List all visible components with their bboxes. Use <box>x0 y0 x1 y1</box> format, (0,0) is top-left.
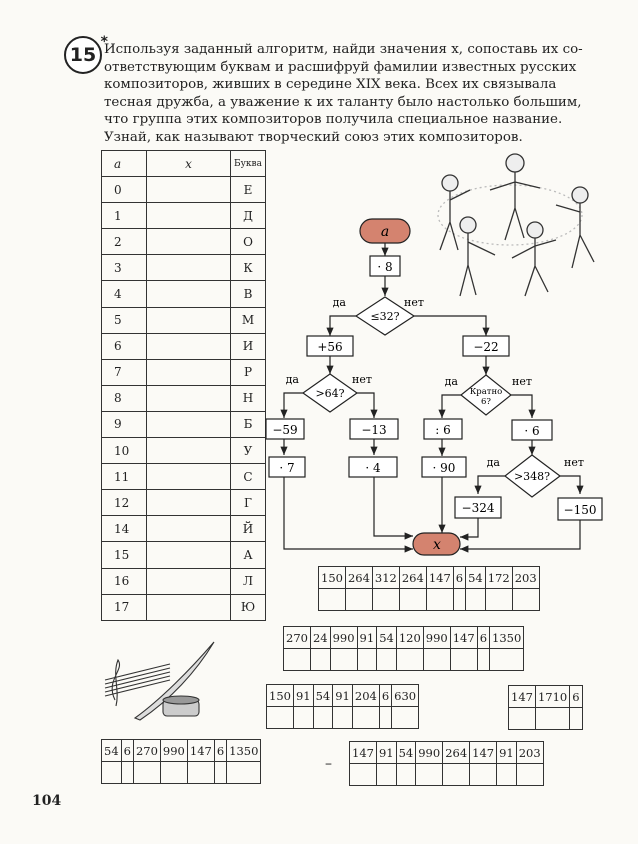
answer-blank[interactable] <box>497 764 517 786</box>
answer-blank[interactable] <box>352 707 379 729</box>
answer-blank[interactable] <box>376 764 396 786</box>
answer-blank[interactable] <box>293 707 313 729</box>
flow-no-label: нет <box>404 296 424 309</box>
flow-cond2-label: >64? <box>315 387 345 400</box>
flow-end-label: x <box>433 537 441 553</box>
row-letter: Й <box>231 516 266 542</box>
answer-blank[interactable] <box>535 708 569 730</box>
flow-mul7: · 7 <box>279 461 295 475</box>
row-a-value: 16 <box>102 568 147 594</box>
page-number: 104 <box>32 793 62 809</box>
answer-row-3b <box>508 685 583 730</box>
task-line: ответствующим буквам и расшифруй фамилии известных русских <box>104 59 577 75</box>
row-letter: Е <box>231 177 266 203</box>
row-a-value: 11 <box>102 464 147 490</box>
answer-cell: 91 <box>357 627 377 649</box>
row-letter: Н <box>231 385 266 411</box>
flow-minus150: −150 <box>563 503 597 517</box>
row-a-value: 17 <box>102 594 147 620</box>
row-a-value: 12 <box>102 490 147 516</box>
answer-cell: 1350 <box>227 740 261 762</box>
answer-blank[interactable] <box>333 707 353 729</box>
answer-cell: 147 <box>450 627 477 649</box>
answer-cell: 990 <box>423 627 450 649</box>
answer-blank[interactable] <box>450 649 477 671</box>
answer-cell: 120 <box>396 627 423 649</box>
row-a-value: 5 <box>102 307 147 333</box>
answer-blank[interactable] <box>357 649 377 671</box>
answer-cell: 264 <box>345 567 372 589</box>
header-a: a <box>102 151 147 177</box>
answer-cell: 54 <box>396 742 416 764</box>
answer-cell: 203 <box>516 742 543 764</box>
answer-blank[interactable] <box>102 762 122 784</box>
answer-cell: 270 <box>284 627 311 649</box>
answer-cell: 91 <box>293 685 313 707</box>
answer-blank[interactable] <box>490 649 524 671</box>
answer-blank[interactable] <box>485 589 512 611</box>
quill-and-music-illustration <box>105 642 214 720</box>
flow-no-label: нет <box>352 373 372 386</box>
answer-blank[interactable] <box>377 649 397 671</box>
answer-blank[interactable] <box>570 708 582 730</box>
flow-mul4: · 4 <box>365 461 381 475</box>
answer-cell: 147 <box>350 742 377 764</box>
answer-row-1 <box>318 566 540 611</box>
answer-blank[interactable] <box>426 589 453 611</box>
answer-cell: 147 <box>426 567 453 589</box>
answer-blank[interactable] <box>399 589 426 611</box>
answer-row-4 <box>101 739 261 784</box>
flow-mul6: · 6 <box>524 424 540 438</box>
answer-blank[interactable] <box>392 707 419 729</box>
flow-mul8: · 8 <box>377 260 393 274</box>
row-a-value: 0 <box>102 177 147 203</box>
flow-mul90: · 90 <box>432 461 456 475</box>
task-line: Узнай, как называют творческий союз этих композиторов. <box>104 129 523 145</box>
answer-dash: – <box>325 756 332 772</box>
flow-cond4-label: >348? <box>513 470 551 483</box>
answer-blank[interactable] <box>372 589 399 611</box>
answer-cell: 264 <box>399 567 426 589</box>
flow-minus59: −59 <box>272 423 298 437</box>
answer-blank[interactable] <box>214 762 226 784</box>
answer-cell: 990 <box>416 742 443 764</box>
row-a-value: 8 <box>102 385 147 411</box>
answer-row-3 <box>266 684 419 729</box>
flow-cond1-label: ≤32? <box>370 310 400 323</box>
answer-cell: 150 <box>267 685 294 707</box>
answer-cell: 147 <box>470 742 497 764</box>
answer-cell: 54 <box>102 740 122 762</box>
answer-blank[interactable] <box>512 589 539 611</box>
answer-blank[interactable] <box>423 649 450 671</box>
flow-start-label: a <box>380 224 390 240</box>
flow-yes-label: да <box>332 296 346 309</box>
answer-cell: 1350 <box>490 627 524 649</box>
answer-blank[interactable] <box>396 764 416 786</box>
flow-cond3-label2: 6? <box>481 397 491 407</box>
answer-blank[interactable] <box>284 649 311 671</box>
answer-cell: 6 <box>379 685 391 707</box>
answer-cell: 54 <box>377 627 397 649</box>
answer-cell: 1710 <box>535 686 569 708</box>
task-line: композиторов, живших в середине XIX века. Всех их связывала <box>104 77 557 92</box>
answer-blank[interactable] <box>477 649 489 671</box>
answer-blank[interactable] <box>310 649 330 671</box>
row-letter: Р <box>231 359 266 385</box>
answer-cell: 6 <box>121 740 133 762</box>
answer-blank[interactable] <box>313 707 333 729</box>
answer-blank[interactable] <box>319 589 346 611</box>
answer-blank[interactable] <box>330 649 357 671</box>
flow-yes-label: да <box>486 456 500 469</box>
answer-cell: 91 <box>333 685 353 707</box>
flow-cond3-label1: Кратно <box>469 387 503 397</box>
task-star: * <box>100 34 108 50</box>
answer-blank[interactable] <box>160 762 187 784</box>
flow-div6: : 6 <box>435 423 451 437</box>
answer-blank[interactable] <box>466 589 486 611</box>
row-letter: Г <box>231 490 266 516</box>
row-a-value: 1 <box>102 203 147 229</box>
answer-cell: 54 <box>313 685 333 707</box>
answer-row-4b <box>349 741 544 786</box>
row-a-value: 14 <box>102 516 147 542</box>
composer-figure <box>512 222 556 296</box>
row-a-value: 4 <box>102 281 147 307</box>
row-letter: Д <box>231 203 266 229</box>
row-a-value: 2 <box>102 229 147 255</box>
task-number: 15 <box>69 44 97 66</box>
answer-cell: 264 <box>443 742 470 764</box>
answer-blank[interactable] <box>509 708 536 730</box>
row-a-value: 9 <box>102 411 147 437</box>
answer-blank[interactable] <box>470 764 497 786</box>
row-letter: У <box>231 438 266 464</box>
answer-row-2 <box>283 626 524 671</box>
answer-cell: 204 <box>352 685 379 707</box>
flow-plus56: +56 <box>317 340 343 354</box>
answer-cell: 150 <box>319 567 346 589</box>
answer-cell: 6 <box>570 686 582 708</box>
answer-cell: 54 <box>466 567 486 589</box>
row-letter: И <box>231 333 266 359</box>
row-letter: В <box>231 281 266 307</box>
answer-blank[interactable] <box>443 764 470 786</box>
answer-blank[interactable] <box>453 589 465 611</box>
flow-minus324: −324 <box>461 501 495 515</box>
answer-cell: 203 <box>512 567 539 589</box>
task-line: тесная дружба, а уважение к их таланту было настолько большим, <box>104 94 582 110</box>
answer-blank[interactable] <box>516 764 543 786</box>
composer-figure <box>460 217 495 296</box>
answer-cell: 990 <box>330 627 357 649</box>
answer-cell: 24 <box>310 627 330 649</box>
row-a-value: 7 <box>102 359 147 385</box>
row-a-value: 3 <box>102 255 147 281</box>
row-a-value: 15 <box>102 542 147 568</box>
answer-blank[interactable] <box>396 649 423 671</box>
row-letter: М <box>231 307 266 333</box>
answer-blank[interactable] <box>133 762 160 784</box>
task-line: что группа этих композиторов получила специальное название. <box>104 112 563 127</box>
composer-figure <box>440 175 470 250</box>
answer-blank[interactable] <box>350 764 377 786</box>
row-a-value: 6 <box>102 333 147 359</box>
answer-blank[interactable] <box>121 762 133 784</box>
answer-cell: 630 <box>392 685 419 707</box>
row-letter: Б <box>231 411 266 437</box>
row-letter: К <box>231 255 266 281</box>
flow-no-label: нет <box>564 456 584 469</box>
task-line: Используя заданный алгоритм, найди значения x, сопоставь их со- <box>104 42 583 57</box>
answer-cell: 172 <box>485 567 512 589</box>
answer-cell: 147 <box>187 740 214 762</box>
answer-cell: 6 <box>453 567 465 589</box>
composer-figure <box>556 187 594 268</box>
row-letter: Л <box>231 568 266 594</box>
answer-blank[interactable] <box>416 764 443 786</box>
row-letter: Ю <box>231 594 266 620</box>
answer-cell: 6 <box>477 627 489 649</box>
answer-blank[interactable] <box>267 707 294 729</box>
row-letter: С <box>231 464 266 490</box>
header-x: x <box>147 151 231 177</box>
flow-yes-label: да <box>285 373 299 386</box>
answer-cell: 91 <box>376 742 396 764</box>
answer-cell: 6 <box>214 740 226 762</box>
flow-no-label: нет <box>512 375 532 388</box>
answer-cell: 312 <box>372 567 399 589</box>
answer-cell: 990 <box>160 740 187 762</box>
answer-blank[interactable] <box>379 707 391 729</box>
header-letter: Буква <box>231 151 266 177</box>
flow-yes-label: да <box>444 375 458 388</box>
row-a-value: 10 <box>102 438 147 464</box>
answer-cell: 147 <box>509 686 536 708</box>
row-letter: А <box>231 542 266 568</box>
answer-cell: 270 <box>133 740 160 762</box>
answer-blank[interactable] <box>227 762 261 784</box>
row-letter: О <box>231 229 266 255</box>
composers-dance-illustration <box>438 154 594 296</box>
answer-cell: 91 <box>497 742 517 764</box>
answer-blank[interactable] <box>345 589 372 611</box>
flow-minus13: −13 <box>361 423 387 437</box>
answer-blank[interactable] <box>187 762 214 784</box>
flow-minus22: −22 <box>473 340 499 354</box>
